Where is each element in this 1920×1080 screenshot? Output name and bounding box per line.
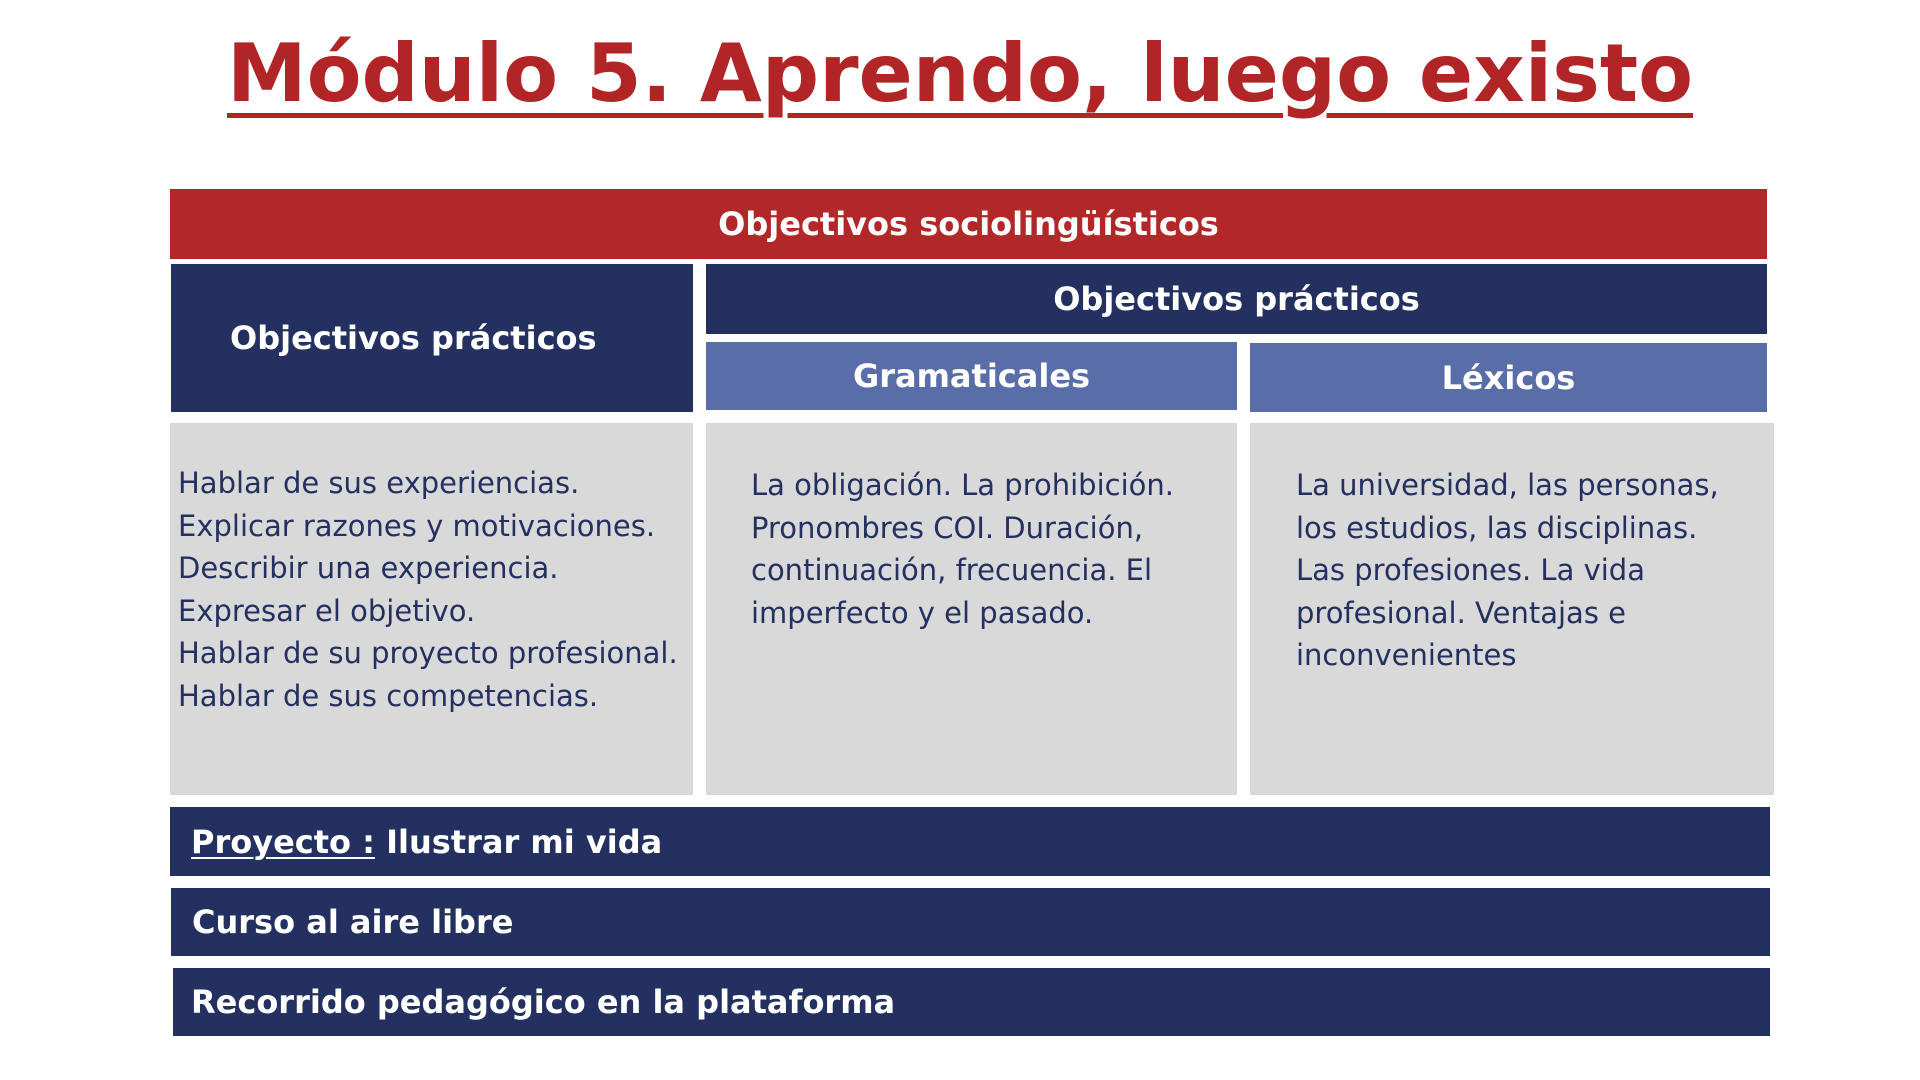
project-value: Ilustrar mi vida — [386, 822, 663, 861]
text-line: Hablar de sus experiencias. — [178, 466, 580, 500]
lexicos-cell — [1250, 423, 1774, 795]
text-line: Expresar el objetivo. — [178, 593, 476, 628]
outdoor-course-bar: Curso al aire libre — [171, 888, 1770, 956]
text-line: Hablar de su proyecto profesional. — [178, 636, 678, 670]
text-line: profesional. Ventajas e — [1296, 595, 1626, 630]
practical-objectives-cell — [170, 423, 693, 795]
text-line: continuación, frecuencia. El — [751, 553, 1153, 587]
text-line: Describir una experiencia. — [178, 551, 559, 585]
lexicos-header: Léxicos — [1250, 343, 1767, 412]
page-title: Módulo 5. Aprendo, luego existo — [226, 27, 1694, 120]
socio-header: Objectivos sociolingüísticos — [170, 189, 1767, 259]
platform-route-bar: Recorrido pedagógico en la plataforma — [173, 968, 1770, 1036]
gramaticales-header: Gramaticales — [706, 342, 1237, 410]
text-line: Hablar de sus competencias. — [178, 678, 599, 713]
text-line: Las profesiones. La vida — [1296, 553, 1645, 587]
gramaticales-cell — [706, 423, 1237, 795]
left-header: Objectivos prácticos — [171, 264, 693, 412]
right-header: Objectivos prácticos — [706, 264, 1767, 334]
text-line: La obligación. La prohibición. — [751, 468, 1174, 502]
text-line: imperfecto y el pasado. — [751, 595, 1094, 630]
text-line: inconvenientes — [1296, 638, 1517, 672]
text-line: los estudios, las disciplinas. — [1296, 510, 1698, 545]
text-line: Pronombres COI. Duración, — [751, 510, 1144, 545]
project-label: Proyecto : — [191, 822, 375, 861]
project-bar — [170, 807, 1770, 876]
text-line: Explicar razones y motivaciones. — [178, 508, 656, 543]
text-line: La universidad, las personas, — [1296, 468, 1719, 502]
